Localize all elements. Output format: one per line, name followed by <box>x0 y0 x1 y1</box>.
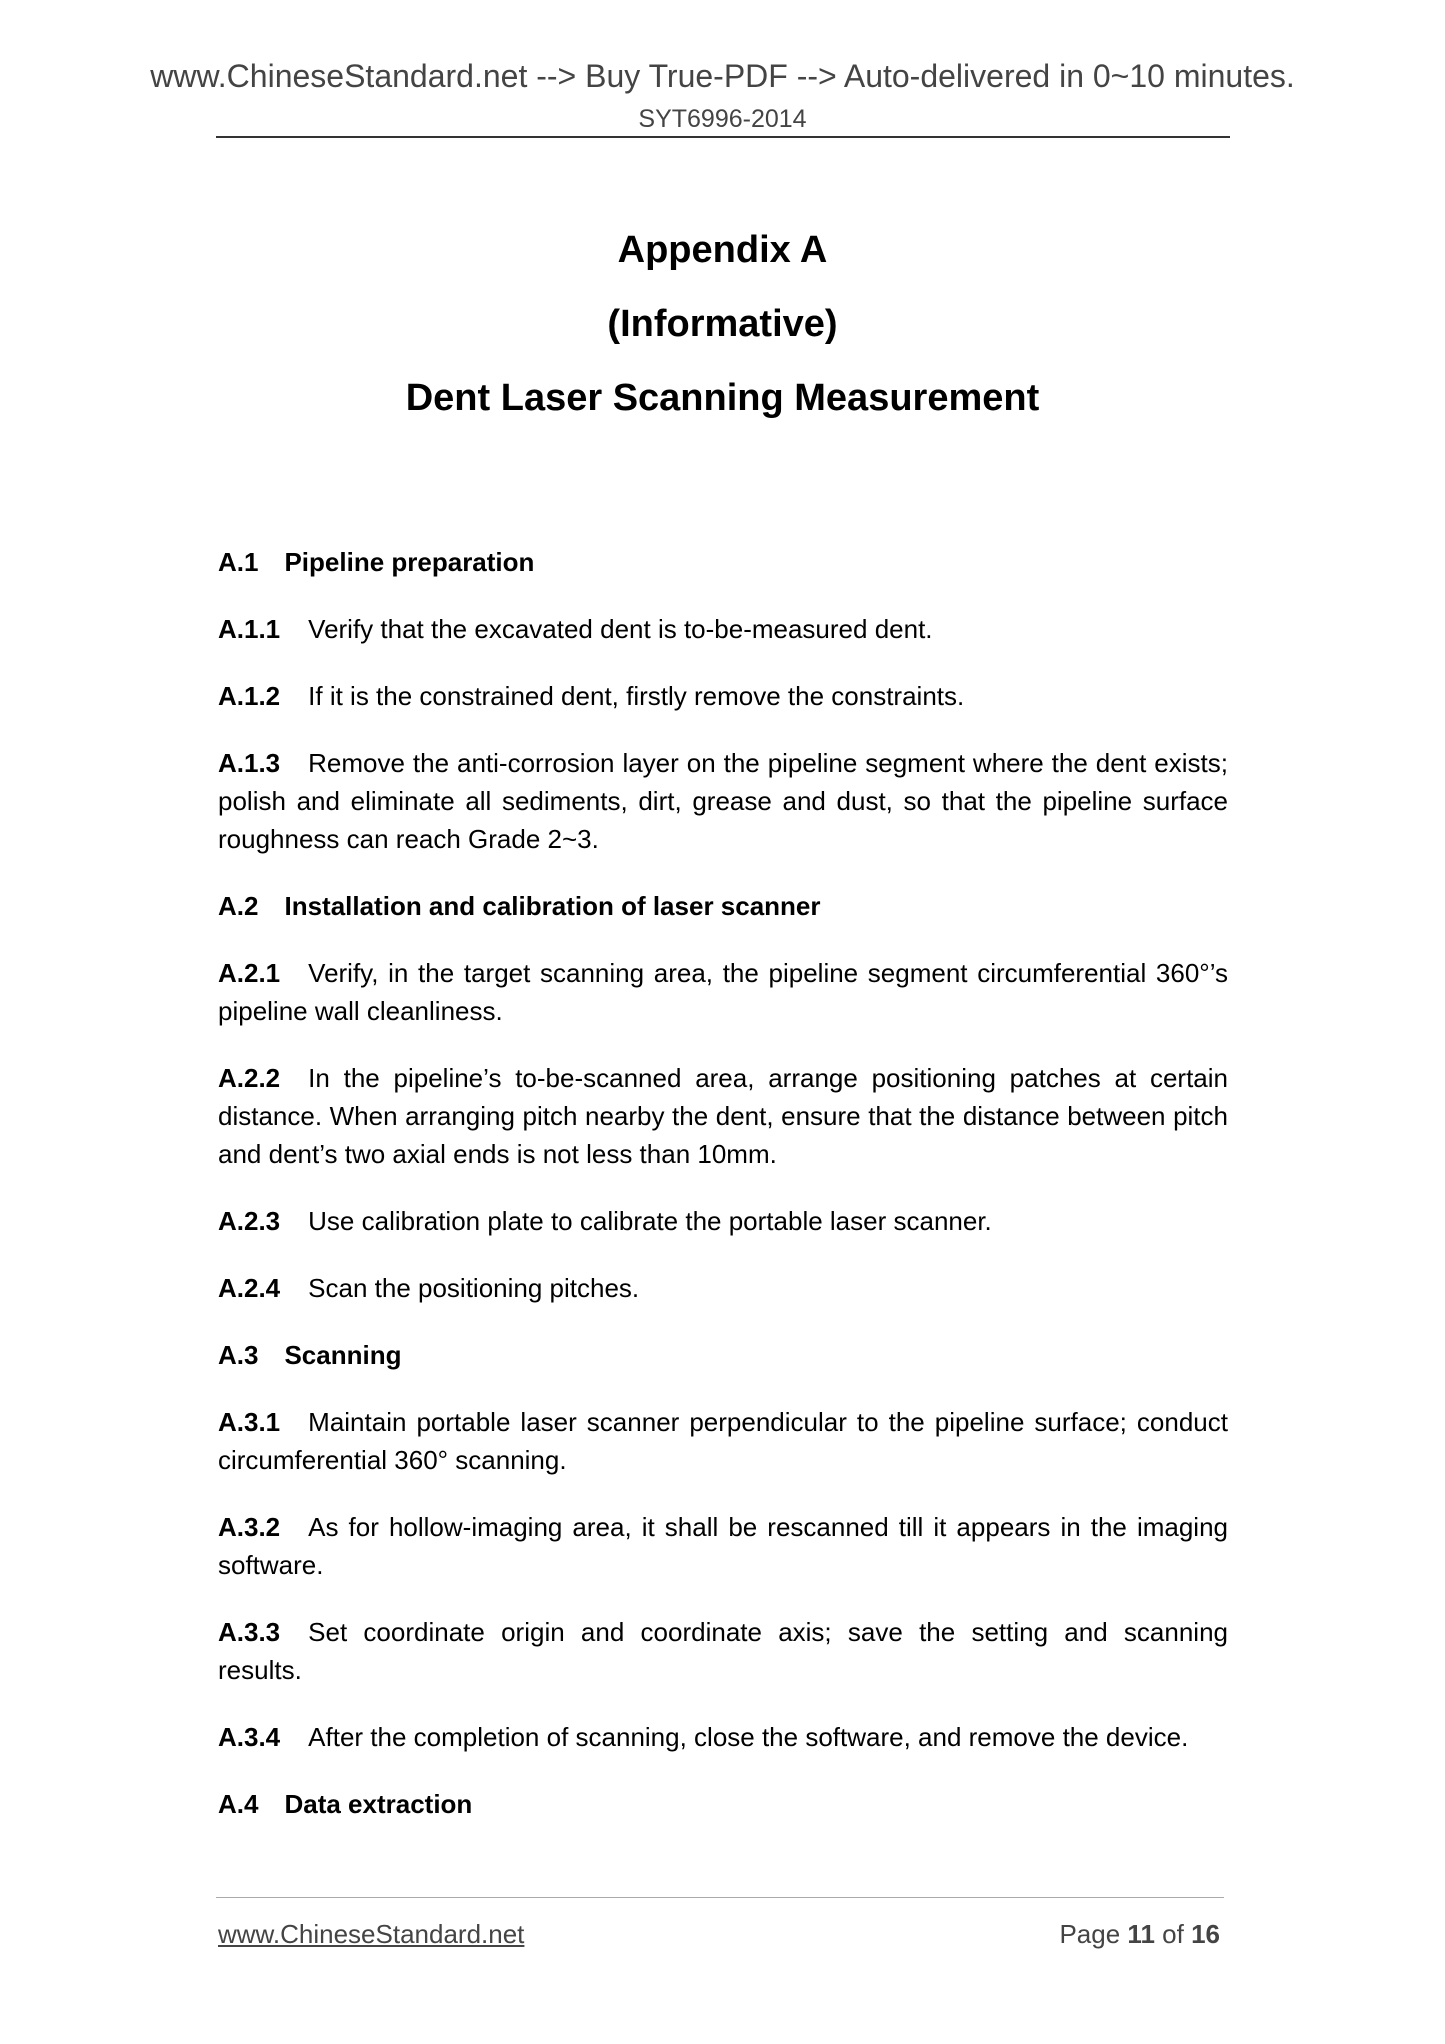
clause-text: After the completion of scanning, close the software, and remove the device. <box>308 1722 1189 1752</box>
clause-text: Set coordinate origin and coordinate axis; save the setting and scanning results. <box>218 1617 1228 1685</box>
clause-text: Verify that the excavated dent is to-be-measured dent. <box>308 614 933 644</box>
clause <box>218 1202 1228 1240</box>
section-title: Data extraction <box>284 1789 473 1819</box>
clause <box>218 1269 1228 1307</box>
section-number: A.1 <box>218 547 259 577</box>
page-label: Page <box>1059 1919 1121 1949</box>
clause-text: Scan the positioning pitches. <box>308 1273 640 1303</box>
clause-text: Remove the anti-corrosion layer on the pipeline segment where the dent exists; polish and eliminate all sediments, dirt, grease and dust, so that the pipeline surface roughness can reach Grade 2~3. <box>218 748 1228 854</box>
appendix-subject: Dent Laser Scanning Measurement <box>405 377 1040 419</box>
clause <box>218 1403 1228 1479</box>
clause-number: A.1.1 <box>218 614 281 644</box>
clause-number: A.2.4 <box>218 1273 281 1303</box>
clause-number: A.1.2 <box>218 681 281 711</box>
standard-number: SYT6996-2014 <box>638 105 807 133</box>
footer-divider <box>216 1897 1224 1898</box>
page-total: 16 <box>1191 1919 1220 1949</box>
header-banner: www.ChineseStandard.net --> Buy True-PDF --> Auto-delivered in 0~10 minutes. <box>150 58 1295 94</box>
clause-text: Verify, in the target scanning area, the pipeline segment circumferential 360°’s pipeline wall cleanliness. <box>218 958 1228 1026</box>
clause-number: A.3.3 <box>218 1617 281 1647</box>
page-of-label: of <box>1162 1919 1184 1949</box>
clause-text: As for hollow-imaging area, it shall be rescanned till it appears in the imaging software. <box>218 1512 1228 1580</box>
page-indicator <box>1059 1918 1220 1950</box>
clause-text: In the pipeline’s to-be-scanned area, arrange positioning patches at certain distance. When arranging pitch nearby the dent, ensure that the distance between pitch and dent’s two axial ends is not less than 10mm. <box>218 1063 1228 1169</box>
footer-website-link[interactable]: www.ChineseStandard.net <box>218 1919 525 1949</box>
clause-number: A.2.1 <box>218 958 281 988</box>
section-number: A.4 <box>218 1789 259 1819</box>
clause-number: A.2.2 <box>218 1063 281 1093</box>
header-divider <box>216 136 1230 138</box>
clause <box>218 1059 1228 1173</box>
clause <box>218 610 1228 648</box>
clause-text: Use calibration plate to calibrate the portable laser scanner. <box>308 1206 992 1236</box>
page-current: 11 <box>1127 1919 1155 1949</box>
section-title: Scanning <box>284 1340 402 1370</box>
section-heading <box>218 1785 1228 1823</box>
clause-number: A.3.1 <box>218 1407 281 1437</box>
clause-text: Maintain portable laser scanner perpendicular to the pipeline surface; conduct circumferential 360° scanning. <box>218 1407 1228 1475</box>
section-number: A.2 <box>218 891 259 921</box>
clause <box>218 677 1228 715</box>
section-heading <box>218 1336 1228 1374</box>
clause <box>218 1718 1228 1756</box>
document-body <box>218 543 1228 1852</box>
appendix-type: (Informative) <box>607 303 838 345</box>
clause-text: If it is the constrained dent, firstly remove the constraints. <box>308 681 965 711</box>
clause-number: A.3.2 <box>218 1512 281 1542</box>
section-number: A.3 <box>218 1340 259 1370</box>
clause <box>218 954 1228 1030</box>
section-heading <box>218 887 1228 925</box>
clause <box>218 1508 1228 1584</box>
appendix-title: Appendix A <box>617 229 828 271</box>
section-heading <box>218 543 1228 581</box>
section-title: Installation and calibration of laser scanner <box>284 891 821 921</box>
clause <box>218 744 1228 858</box>
clause-number: A.3.4 <box>218 1722 281 1752</box>
clause <box>218 1613 1228 1689</box>
clause-number: A.1.3 <box>218 748 281 778</box>
section-title: Pipeline preparation <box>284 547 535 577</box>
clause-number: A.2.3 <box>218 1206 281 1236</box>
